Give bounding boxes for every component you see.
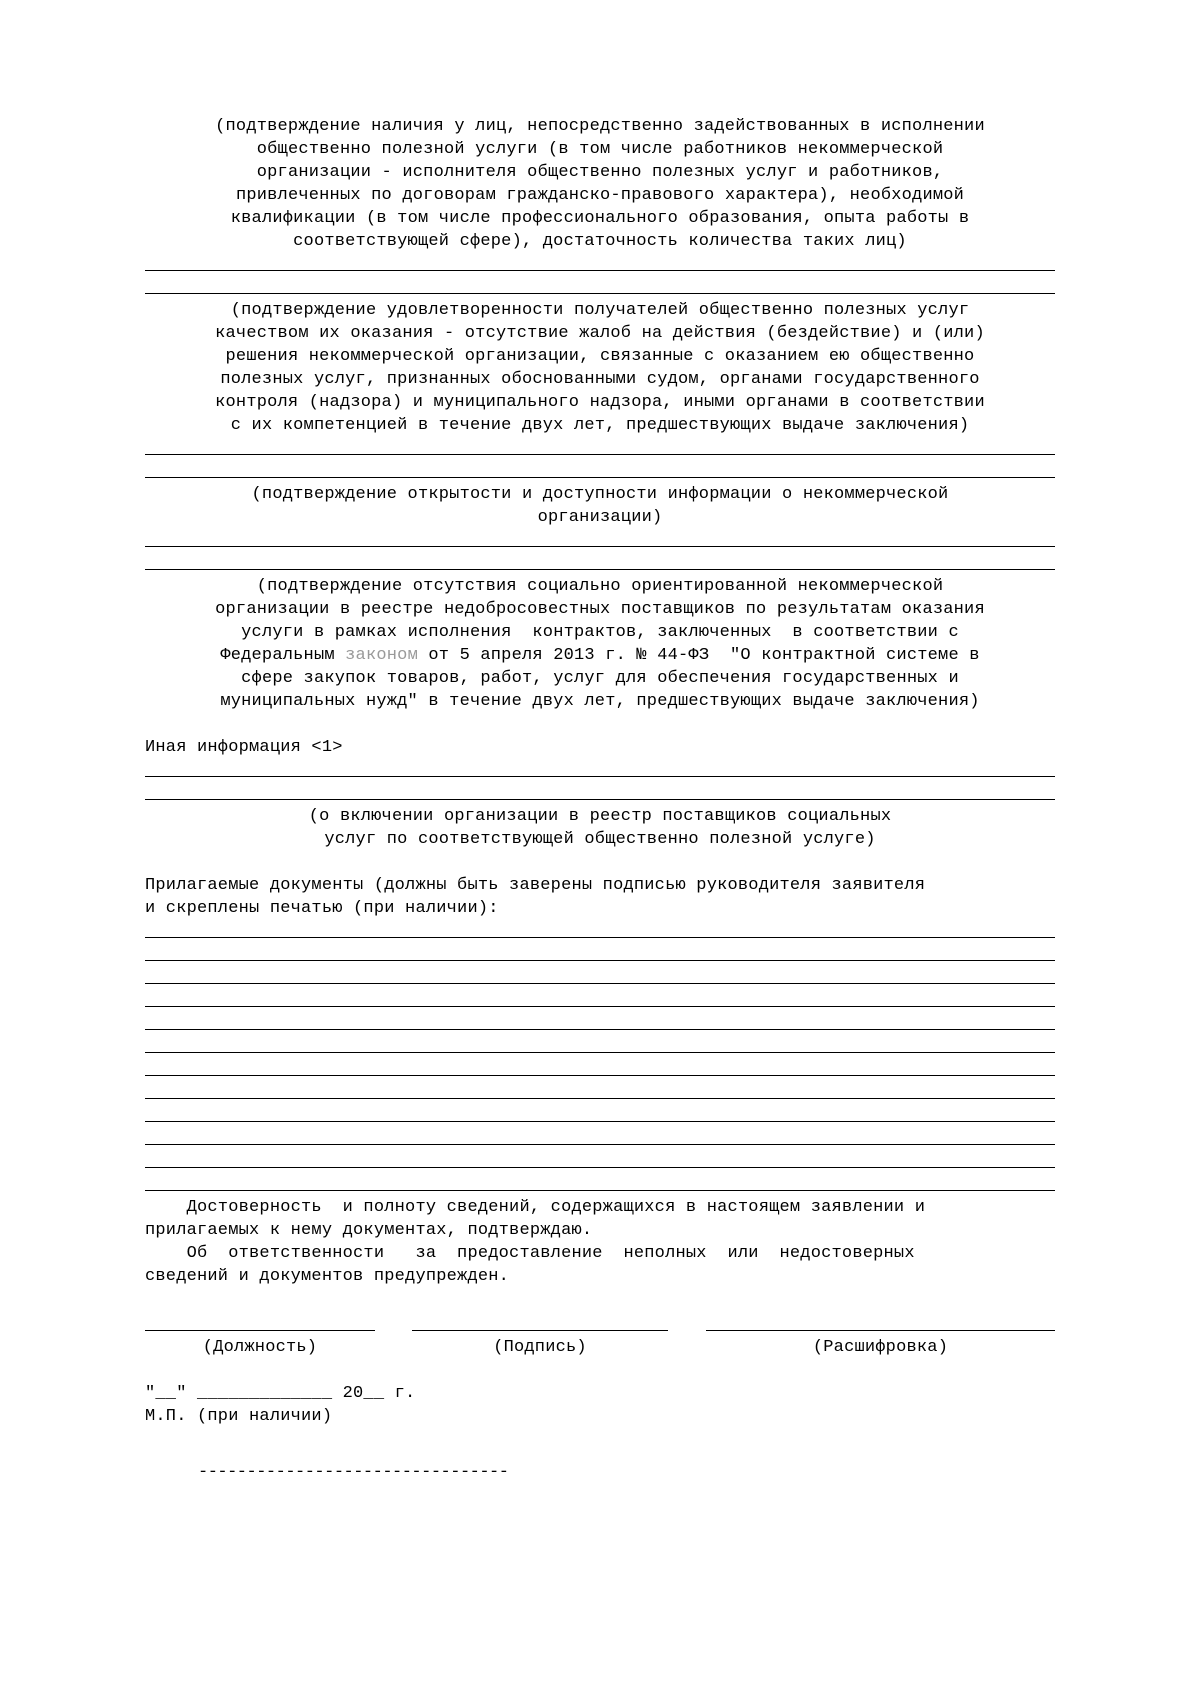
qualification-caption-line-4: привлеченных по договорам гражданско-правового характера), необходимой	[235, 186, 965, 205]
satisfaction-caption-line-4: полезных услуг, признанных обоснованными судом, органами государственного	[220, 370, 980, 389]
document-list-line	[145, 1098, 1055, 1099]
document-list-line	[145, 1029, 1055, 1030]
confirmation-line-3: Об ответственности за предоставление неполных или недостоверных	[145, 1244, 915, 1263]
fill-line	[145, 293, 1055, 294]
registry-caption-line-4-end: от 5 апреля 2013 г. № 44-ФЗ "О контрактной системе в	[417, 646, 980, 665]
registry-caption-line-5: сфере закупок товаров, работ, услуг для обеспечения государственных и	[241, 669, 959, 688]
document-list-line	[145, 1144, 1055, 1145]
qualification-caption-line-6: соответствующей сфере), достаточность количества таких лиц)	[293, 232, 907, 251]
document-list-line	[145, 1075, 1055, 1076]
position-line	[145, 1330, 375, 1331]
document-list-line	[145, 1190, 1055, 1191]
satisfaction-caption-line-6: с их компетенцией в течение двух лет, предшествующих выдаче заключения)	[230, 416, 970, 435]
signature-label: (Подпись)	[493, 1338, 587, 1357]
satisfaction-caption-line-5: контроля (надзора) и муниципального надзора, иными органами в соответствии	[215, 393, 985, 412]
qualification-caption-line-3: организации - исполнителя общественно полезных услуг и работников,	[256, 163, 944, 182]
document-list-line	[145, 983, 1055, 984]
fill-line	[145, 546, 1055, 547]
supplier-registry-caption-line-1: (о включении организации в реестр поставщиков социальных	[308, 807, 892, 826]
document-list-line	[145, 1167, 1055, 1168]
registry-caption-line-6: муниципальных нужд" в течение двух лет, предшествующих выдаче заключения)	[220, 692, 980, 711]
satisfaction-caption-line-1: (подтверждение удовлетворенности получателей общественно полезных услуг	[230, 301, 970, 320]
fill-line	[145, 477, 1055, 478]
openness-caption-line-1: (подтверждение открытости и доступности информации о некоммерческой	[251, 485, 949, 504]
registry-caption-line-3: услуги в рамках исполнения контрактов, заключенных в соответствии с	[241, 623, 959, 642]
document-list-line	[145, 1006, 1055, 1007]
law-link[interactable]: законом	[345, 646, 418, 665]
registry-caption-line-4	[145, 644, 1055, 667]
fill-line	[145, 569, 1055, 570]
footnote-separator: --------------------------------	[198, 1463, 509, 1482]
signature-line	[412, 1330, 668, 1331]
qualification-caption-line-5: квалификации (в том числе профессионального образования, опыта работы в	[230, 209, 970, 228]
document-list-line	[145, 960, 1055, 961]
satisfaction-caption-line-2: качеством их оказания - отсутствие жалоб на действия (бездействие) и (или)	[215, 324, 985, 343]
qualification-caption-line-1: (подтверждение наличия у лиц, непосредственно задействованных в исполнении	[215, 117, 985, 136]
confirmation-line-4: сведений и документов предупрежден.	[145, 1267, 510, 1286]
attached-docs-line-1: Прилагаемые документы (должны быть заверены подписью руководителя заявителя	[145, 876, 926, 895]
position-label: (Должность)	[202, 1338, 318, 1357]
confirmation-line-2: прилагаемых к нему документах, подтверждаю.	[145, 1221, 593, 1240]
fill-line	[145, 776, 1055, 777]
satisfaction-caption-line-3: решения некоммерческой организации, связанные с оказанием ею общественно	[225, 347, 975, 366]
document-list-line	[145, 1121, 1055, 1122]
decryption-label: (Расшифровка)	[812, 1338, 949, 1357]
registry-caption-line-2: организации в реестре недобросовестных поставщиков по результатам оказания	[215, 600, 985, 619]
fill-line	[145, 454, 1055, 455]
other-info-label: Иная информация <1>	[145, 738, 343, 757]
date-line: "__" _____________ 20__ г.	[145, 1384, 416, 1403]
openness-caption-line-2: организации)	[537, 508, 663, 527]
decryption-line	[706, 1330, 1055, 1331]
document-list-line	[145, 937, 1055, 938]
registry-caption-line-1: (подтверждение отсутствия социально ориентированной некоммерческой	[256, 577, 944, 596]
attached-docs-line-2: и скреплены печатью (при наличии):	[145, 899, 499, 918]
supplier-registry-caption-line-2: услуг по соответствующей общественно полезной услуге)	[324, 830, 876, 849]
fill-line	[145, 270, 1055, 271]
document-list-line	[145, 1052, 1055, 1053]
registry-caption-line-4-start: Федеральным	[220, 646, 346, 665]
confirmation-line-1: Достоверность и полноту сведений, содержащихся в настоящем заявлении и	[145, 1198, 926, 1217]
stamp-label: М.П. (при наличии)	[145, 1407, 333, 1426]
qualification-caption-line-2: общественно полезной услуги (в том числе работников некоммерческой	[256, 140, 944, 159]
fill-line	[145, 799, 1055, 800]
